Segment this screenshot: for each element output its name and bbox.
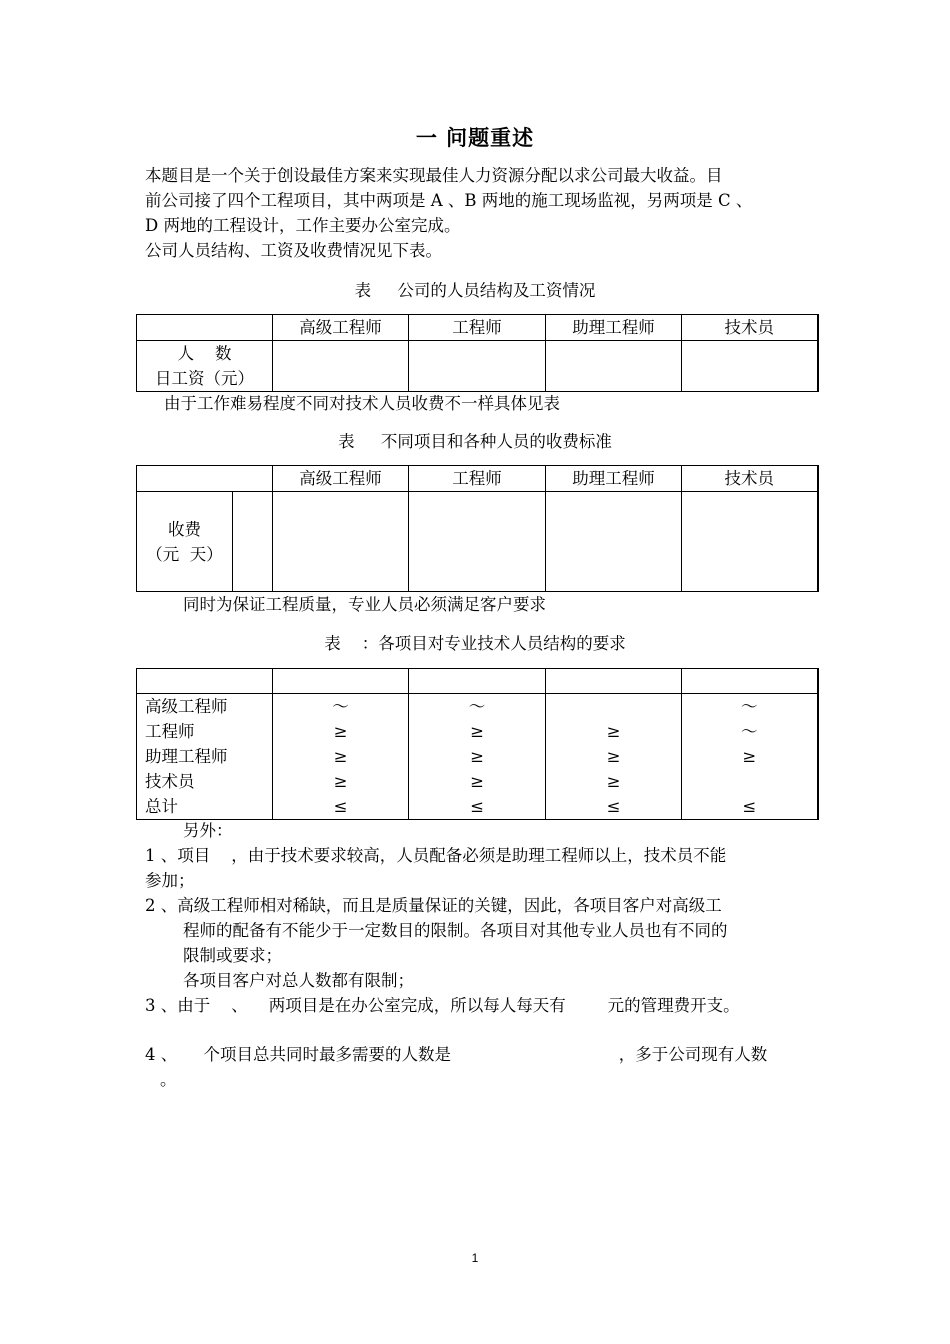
table3-cell: ≥ <box>742 747 757 766</box>
table3-caption: 表 ：各项目对专业技术人员结构的要求 <box>324 634 626 653</box>
table3-label: 总计 <box>145 797 178 816</box>
table3-label: 高级工程师 <box>145 697 228 716</box>
extra-item2-line3: 限制或要求； <box>183 946 282 965</box>
table3-cell: ≥ <box>606 772 621 791</box>
table3-cell: ≥ <box>606 747 621 766</box>
table3-cell: ≥ <box>333 722 348 741</box>
table3-column <box>546 694 682 820</box>
table3-cell <box>546 694 681 719</box>
table3-label: 技术员 <box>145 772 195 791</box>
table3-header <box>682 669 818 694</box>
table2-project-cell <box>233 492 273 592</box>
table3-header <box>409 669 546 694</box>
table2-header: 高级工程师 <box>273 466 409 492</box>
extra-item3: 3 、由于 、 两项目是在办公室完成，所以每人每天有 元的管理费开支。 <box>145 996 740 1015</box>
table1-corner-cell <box>137 315 273 341</box>
table3-cell: ～ <box>741 697 758 716</box>
table3-cell: ≤ <box>742 797 757 816</box>
table3-cell: ≥ <box>333 772 348 791</box>
table3-cell: ≤ <box>333 797 348 816</box>
table3-cell: ≥ <box>470 747 484 766</box>
table3-cell: ≥ <box>470 722 484 741</box>
table1-cell <box>409 341 546 392</box>
table1-label-wage: 日工资（元） <box>155 369 254 388</box>
table3-cell <box>682 769 817 794</box>
table-fee-standard <box>136 465 819 592</box>
extra-item4-line1: 4 、 个项目总共同时最多需要的人数是 ，多于公司现有人数 <box>145 1045 768 1064</box>
note-quality-requirement: 同时为保证工程质量，专业人员必须满足客户要求 <box>183 595 546 614</box>
table1-row-label <box>137 341 273 392</box>
table3-cell: ≥ <box>333 747 348 766</box>
table2-caption: 表 不同项目和各种人员的收费标准 <box>338 432 612 451</box>
table2-label-unit: （元 天） <box>146 544 223 564</box>
page-number: 1 <box>471 1251 479 1265</box>
table1-header: 技术员 <box>682 315 818 341</box>
table2-cell <box>682 492 818 592</box>
intro-line-4: 公司人员结构、工资及收费情况见下表。 <box>145 241 442 260</box>
table3-cell: ≤ <box>470 797 484 816</box>
table1-cell <box>682 341 818 392</box>
table3-cell: ～ <box>741 722 758 741</box>
extra-item2-line2: 程师的配备有不能少于一定数目的限制。各项目对其他专业人员也有不同的 <box>183 921 728 940</box>
table2-row-label <box>137 492 233 592</box>
table3-label: 助理工程师 <box>145 747 228 766</box>
table-staff-structure <box>136 314 819 392</box>
table2-label-fee: 收费 <box>168 519 201 539</box>
extra-item1-line2: 参加； <box>145 871 195 890</box>
table1-header: 助理工程师 <box>546 315 682 341</box>
table1-cell <box>273 341 409 392</box>
extra-heading: 另外： <box>183 821 233 840</box>
table1-caption: 表 公司的人员结构及工资情况 <box>354 281 596 300</box>
table3-cell: ≤ <box>606 797 621 816</box>
table3-header <box>546 669 682 694</box>
intro-line-3: D 两地的工程设计，工作主要办公室完成。 <box>145 216 461 235</box>
table3-row-labels <box>137 694 273 820</box>
table3-header <box>273 669 409 694</box>
intro-line-2: 前公司接了四个工程项目，其中两项是 A 、B 两地的施工现场监视，另两项是 C 、 <box>145 191 753 210</box>
table2-cell <box>546 492 682 592</box>
table3-cell: ～ <box>332 697 349 716</box>
table3-cell: ≥ <box>470 772 484 791</box>
table2-cell <box>409 492 546 592</box>
table3-cell: ～ <box>468 697 486 716</box>
table1-label-count: 人 数 <box>177 344 232 363</box>
extra-item1-line1: 1 、项目 ，由于技术要求较高，人员配备必须是助理工程师以上，技术员不能 <box>145 846 727 865</box>
table2-header: 工程师 <box>409 466 546 492</box>
table1-header: 工程师 <box>409 315 546 341</box>
table3-corner-cell <box>137 669 273 694</box>
table3-label: 工程师 <box>145 722 195 741</box>
table3-column <box>682 694 818 820</box>
table2-corner-cell <box>137 466 273 492</box>
table1-header: 高级工程师 <box>273 315 409 341</box>
table3-column <box>409 694 546 820</box>
table1-cell <box>546 341 682 392</box>
table-structure-requirements <box>136 668 819 820</box>
extra-item4-line2: 。 <box>160 1070 177 1089</box>
note-fee-difference: 由于工作难易程度不同对技术人员收费不一样具体见表 <box>164 394 560 413</box>
table3-cell: ≥ <box>606 722 621 741</box>
extra-item2-line4: 各项目客户对总人数都有限制； <box>183 971 414 990</box>
table2-header: 技术员 <box>682 466 818 492</box>
extra-item2-line1: 2 、高级工程师相对稀缺，而且是质量保证的关键，因此，各项目客户对高级工 <box>145 896 722 915</box>
intro-line-1: 本题目是一个关于创设最佳方案来实现最佳人力资源分配以求公司最大收益。目 <box>145 166 723 185</box>
section-heading: 一 问题重述 <box>415 126 535 150</box>
table2-header: 助理工程师 <box>546 466 682 492</box>
table3-column <box>273 694 409 820</box>
table2-cell <box>273 492 409 592</box>
